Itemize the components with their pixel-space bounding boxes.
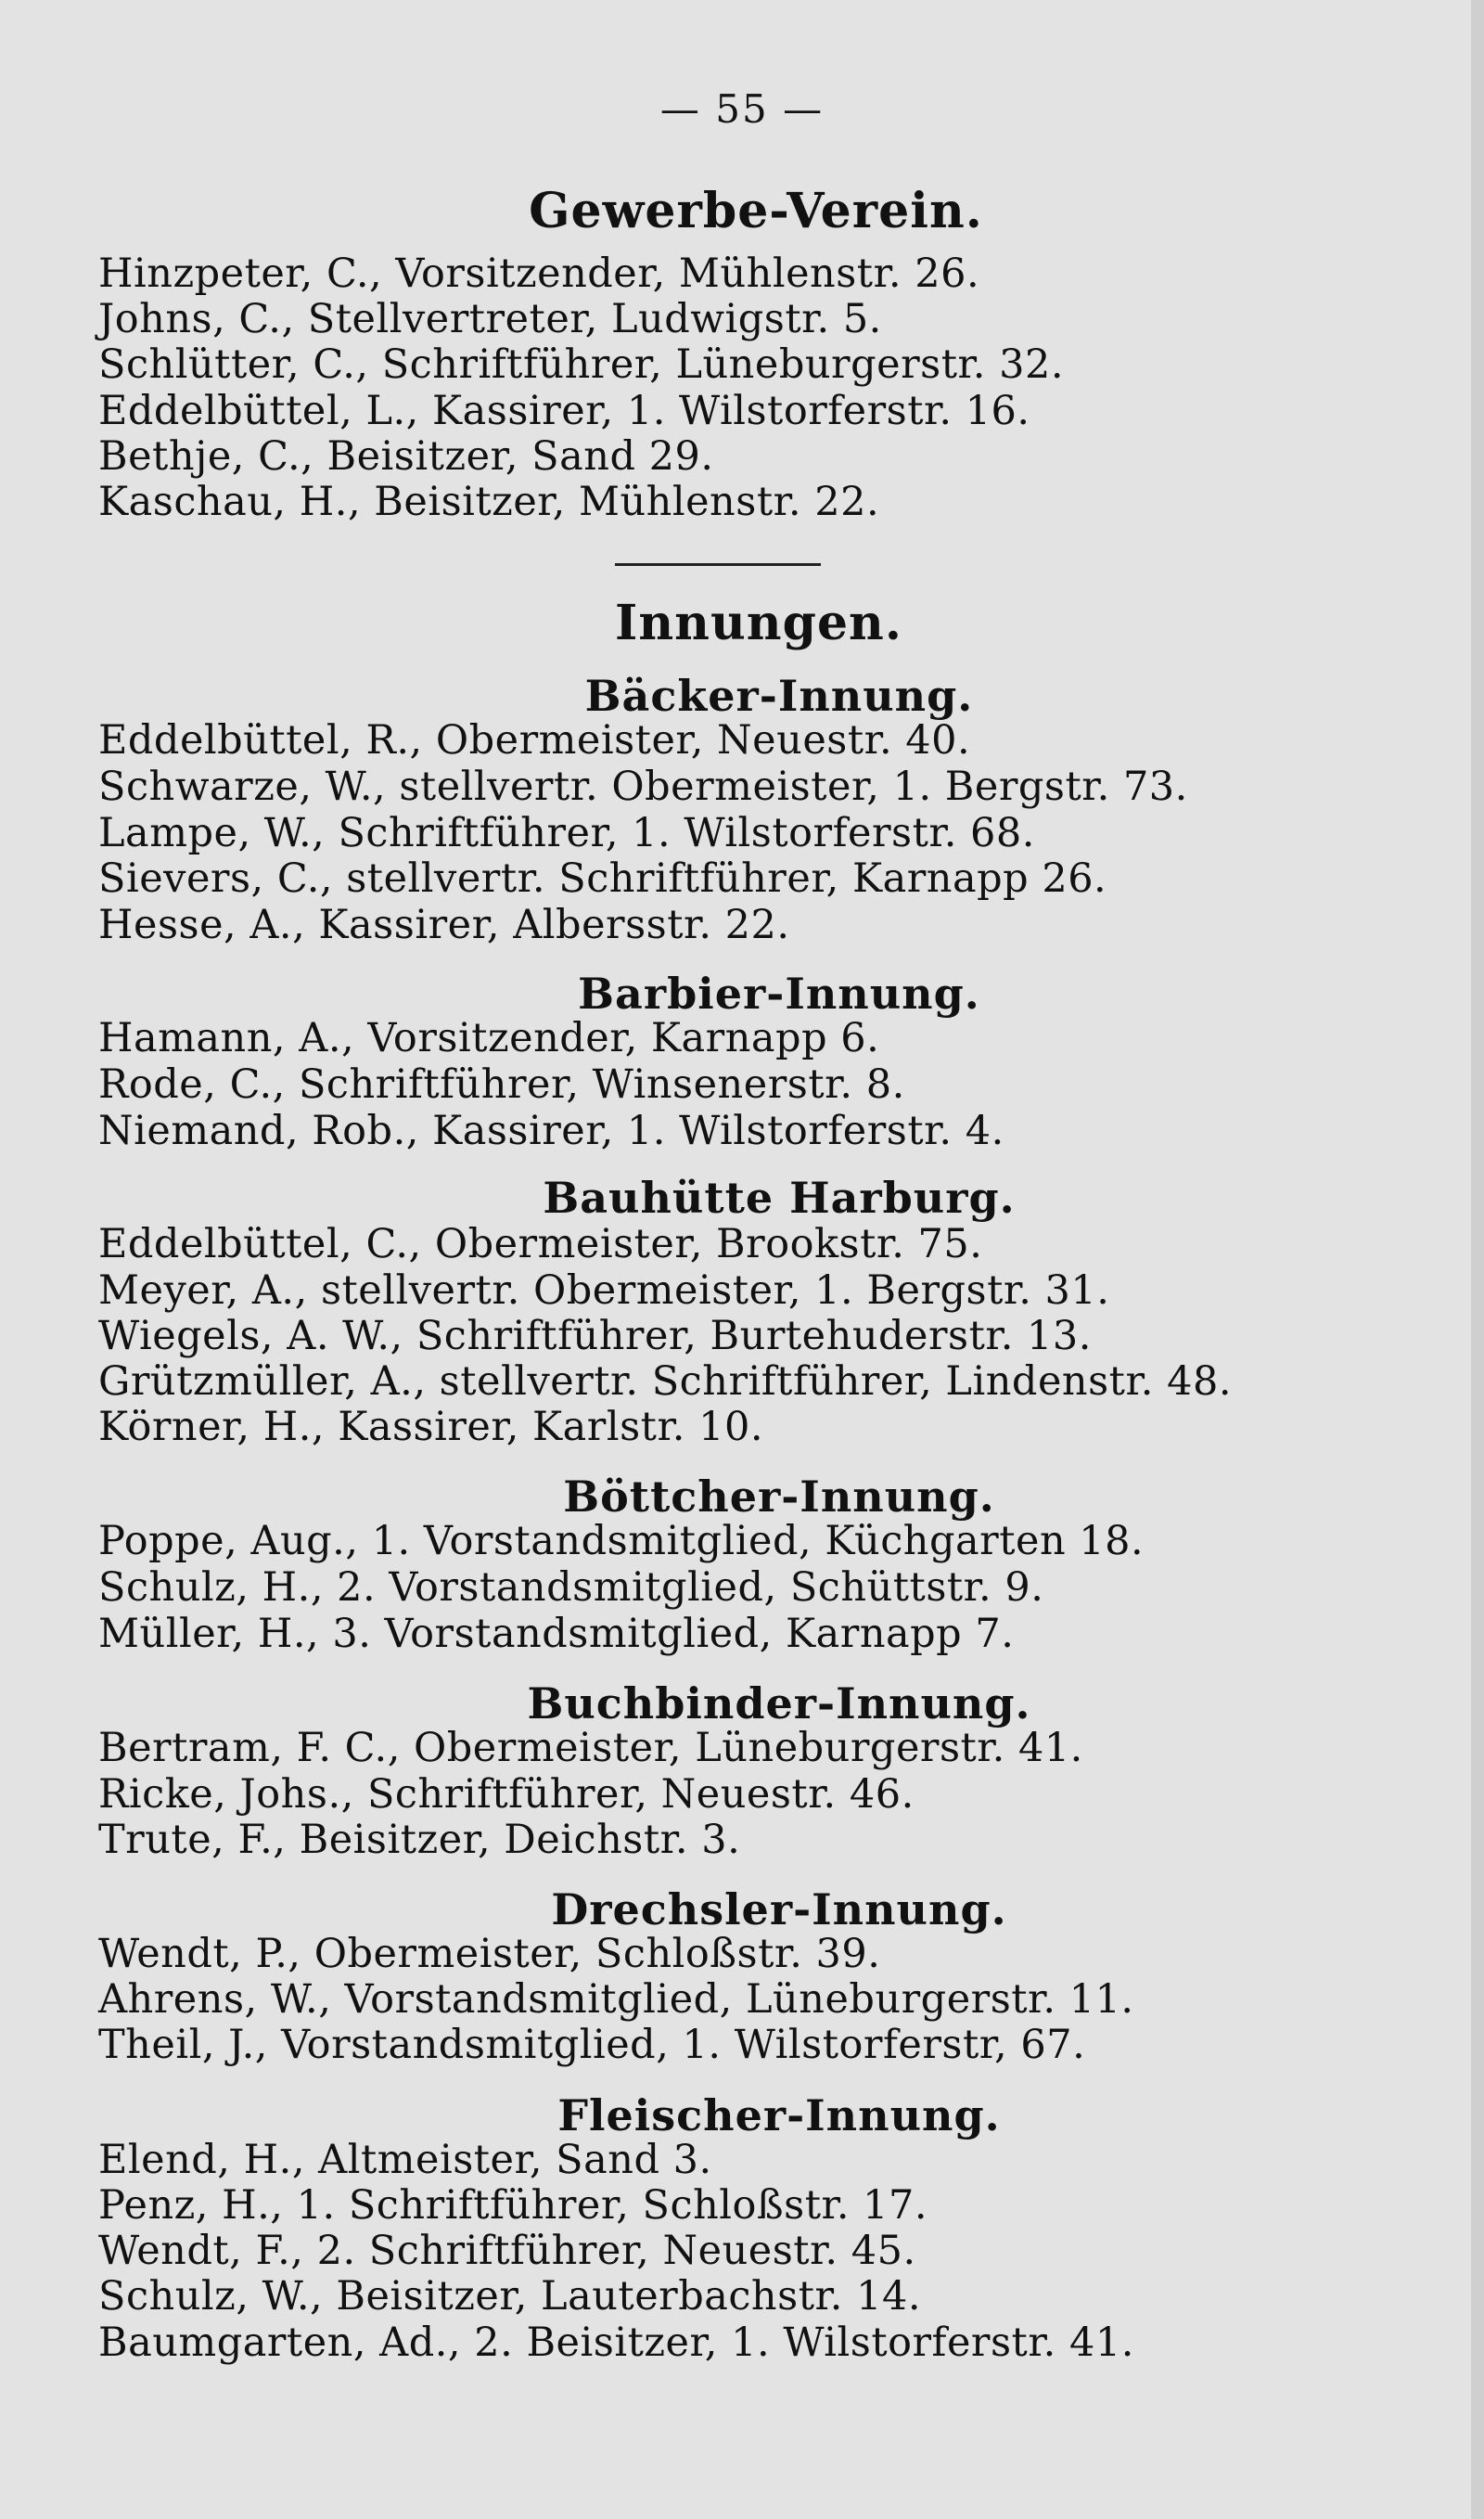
- list-item: Schlütter, C., Schriftführer, Lüneburgerstr. 32.: [98, 341, 1065, 388]
- page-number: — 55 —: [659, 86, 825, 132]
- list-item: Poppe, Aug., 1. Vorstandsmitglied, Küchgarten 18.: [98, 1518, 1145, 1564]
- list-item: Wendt, F., 2. Schriftführer, Neuestr. 45.: [98, 2228, 916, 2274]
- list-item: Hesse, A., Kassirer, Albersstr. 22.: [98, 902, 790, 948]
- list-item: Hinzpeter, C., Vorsitzender, Mühlenstr. 26.: [98, 251, 980, 297]
- subsection-heading-drechsler-innung: Drechsler-Innung.: [551, 1884, 1007, 1934]
- list-item: Eddelbüttel, L., Kassirer, 1. Wilstorferstr. 16.: [98, 388, 1030, 434]
- list-item: Bethje, C., Beisitzer, Sand 29.: [98, 433, 714, 480]
- list-item: Rode, C., Schriftführer, Winsenerstr. 8.: [98, 1061, 905, 1108]
- list-item: Eddelbüttel, C., Obermeister, Brookstr. 75.: [98, 1221, 983, 1267]
- list-item: Ahrens, W., Vorstandsmitglied, Lüneburgerstr. 11.: [98, 1976, 1134, 2023]
- list-item: Elend, H., Altmeister, Sand 3.: [98, 2137, 712, 2183]
- list-item: Niemand, Rob., Kassirer, 1. Wilstorferstr. 4.: [98, 1108, 1004, 1154]
- list-item: Meyer, A., stellvertr. Obermeister, 1. Bergstr. 31.: [98, 1267, 1110, 1314]
- list-item: Ricke, Johs., Schriftführer, Neuestr. 46.: [98, 1771, 915, 1818]
- list-item: Hamann, A., Vorsitzender, Karnapp 6.: [98, 1015, 880, 1061]
- subsection-heading-bauhuette-harburg: Bauhütte Harburg.: [543, 1173, 1016, 1223]
- list-item: Theil, J., Vorstandsmitglied, 1. Wilstorferstr, 67.: [98, 2022, 1086, 2068]
- list-item: Trute, F., Beisitzer, Deichstr. 3.: [98, 1817, 741, 1863]
- list-item: Schulz, H., 2. Vorstandsmitglied, Schüttstr. 9.: [98, 1564, 1044, 1611]
- subsection-heading-fleischer-innung: Fleischer-Innung.: [557, 2090, 1001, 2140]
- list-item: Eddelbüttel, R., Obermeister, Neuestr. 40.: [98, 717, 971, 764]
- subsection-heading-boettcher-innung: Böttcher-Innung.: [563, 1472, 995, 1522]
- list-item: Penz, H., 1. Schriftführer, Schloßstr. 17.: [98, 2182, 928, 2229]
- section-heading-innungen: Innungen.: [615, 595, 902, 651]
- list-item: Grützmüller, A., stellvertr. Schriftführer, Lindenstr. 48.: [98, 1358, 1232, 1405]
- list-item: Johns, C., Stellvertreter, Ludwigstr. 5.: [98, 296, 882, 342]
- subsection-heading-buchbinder-innung: Buchbinder-Innung.: [527, 1678, 1031, 1729]
- list-item: Körner, H., Kassirer, Karlstr. 10.: [98, 1404, 764, 1450]
- list-item: Wendt, P., Obermeister, Schloßstr. 39.: [98, 1931, 881, 1977]
- list-item: Baumgarten, Ad., 2. Beisitzer, 1. Wilstorferstr. 41.: [98, 2320, 1134, 2366]
- subsection-heading-barbier-innung: Barbier-Innung.: [578, 969, 980, 1019]
- list-item: Schwarze, W., stellvertr. Obermeister, 1. Bergstr. 73.: [98, 764, 1188, 810]
- list-item: Müller, H., 3. Vorstandsmitglied, Karnapp 7.: [98, 1611, 1015, 1657]
- list-item: Lampe, W., Schriftführer, 1. Wilstorferstr. 68.: [98, 810, 1035, 856]
- list-item: Wiegels, A. W., Schriftführer, Burtehuderstr. 13.: [98, 1313, 1092, 1359]
- section-divider: [615, 563, 821, 566]
- list-item: Sievers, C., stellvertr. Schriftführer, Karnapp 26.: [98, 855, 1107, 902]
- list-item: Bertram, F. C., Obermeister, Lüneburgerstr. 41.: [98, 1725, 1083, 1771]
- subsection-heading-baecker-innung: Bäcker-Innung.: [584, 671, 974, 721]
- list-item: Schulz, W., Beisitzer, Lauterbachstr. 14.: [98, 2273, 922, 2320]
- list-item: Kaschau, H., Beisitzer, Mühlenstr. 22.: [98, 479, 880, 525]
- section-heading-gewerbe-verein: Gewerbe-Verein.: [529, 183, 983, 239]
